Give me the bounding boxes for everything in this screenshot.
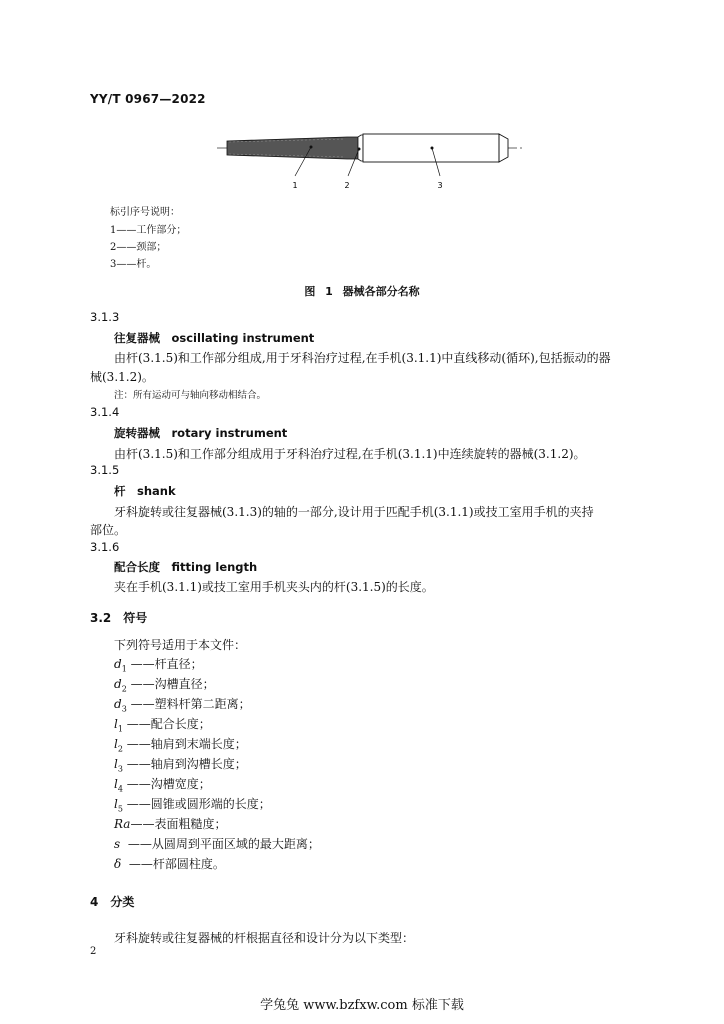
page-number: 2 <box>90 946 97 957</box>
figure-label-2: 2 <box>344 181 350 190</box>
clause-3-1-4-definition: 由杆(3.1.5)和工作部分组成用于牙科治疗过程,在手机(3.1.1)中连续旋转的器械(3.1.2)。 <box>114 447 586 461</box>
section-3-2-heading: 3.2 符号 <box>90 611 148 625</box>
clause-3-1-3-definition-line-1: 由杆(3.1.5)和工作部分组成,用于牙科治疗过程,在手机(3.1.1)中直线移动(循环),包括振动的器 <box>114 351 611 365</box>
clause-3-1-3-definition-line-2: 械(3.1.2)。 <box>90 370 154 384</box>
figure-legend-item-2: 2——颈部； <box>110 242 167 253</box>
section-4-heading: 4 分类 <box>90 895 135 909</box>
site-watermark-footer: 学兔兔 www.bzfxw.com 标准下载 <box>260 998 464 1013</box>
figure-label-1: 1 <box>292 181 298 190</box>
clause-3-1-5-definition-line-1: 牙科旋转或往复器械(3.1.3)的轴的一部分,设计用于匹配手机(3.1.1)或技工室用手机的夹持 <box>114 505 594 519</box>
symbol-item: $l_1$ ——配合长度； <box>114 717 211 734</box>
clause-3-1-3-note: 注：所有运动可与轴向移动相结合。 <box>114 390 267 401</box>
symbol-item: $d_1$ ——杆直径； <box>114 657 203 674</box>
standard-number: YY/T 0967—2022 <box>90 92 206 106</box>
figure-legend-item-3: 3——杆。 <box>110 259 157 270</box>
clause-3-1-5-number: 3.1.5 <box>90 463 120 477</box>
clause-3-1-6-term: 配合长度 fitting length <box>114 560 258 574</box>
symbol-item: $l_2$ ——轴肩到末端长度； <box>114 737 247 754</box>
clause-3-1-5-definition-line-2: 部位。 <box>90 523 127 537</box>
section-4-text: 牙科旋转或往复器械的杆根据直径和设计分为以下类型： <box>114 931 415 945</box>
clause-3-1-6-definition: 夹在手机(3.1.1)或技工室用手机夹头内的杆(3.1.5)的长度。 <box>114 580 434 594</box>
figure-label-3: 3 <box>437 181 443 190</box>
symbol-item: s ——从圆周到平面区域的最大距离； <box>114 837 320 851</box>
shank-end-shape <box>499 134 508 162</box>
section-3-2-intro: 下列符号适用于本文件： <box>114 638 247 652</box>
clause-3-1-6-number: 3.1.6 <box>90 540 120 554</box>
figure-legend-title: 标引序号说明： <box>110 207 180 218</box>
figure-legend-item-1: 1——工作部分； <box>110 225 187 236</box>
clause-3-1-3-term: 往复器械 oscillating instrument <box>114 331 315 345</box>
clause-3-1-4-number: 3.1.4 <box>90 405 120 419</box>
clause-3-1-4-term: 旋转器械 rotary instrument <box>114 426 288 440</box>
symbol-item: δ ——杆部圆柱度。 <box>114 857 225 871</box>
working-part-shape <box>227 137 358 159</box>
symbol-item: $l_4$ ——沟槽宽度； <box>114 777 211 794</box>
clause-3-1-3-number: 3.1.3 <box>90 310 120 324</box>
symbol-item: $l_3$ ——轴肩到沟槽长度； <box>114 757 247 774</box>
symbol-item: $d_2$ ——沟槽直径； <box>114 677 215 694</box>
symbol-item: $l_5$ ——圆锥或圆形端的长度； <box>114 797 271 814</box>
figure-caption: 图 1 器械各部分名称 <box>304 285 420 298</box>
symbol-item: Ra——表面粗糙度； <box>114 817 227 831</box>
symbol-item: $d_3$ ——塑料杆第二距离； <box>114 697 251 714</box>
instrument-figure <box>215 128 525 196</box>
clause-3-1-5-term: 杆 shank <box>114 484 176 498</box>
